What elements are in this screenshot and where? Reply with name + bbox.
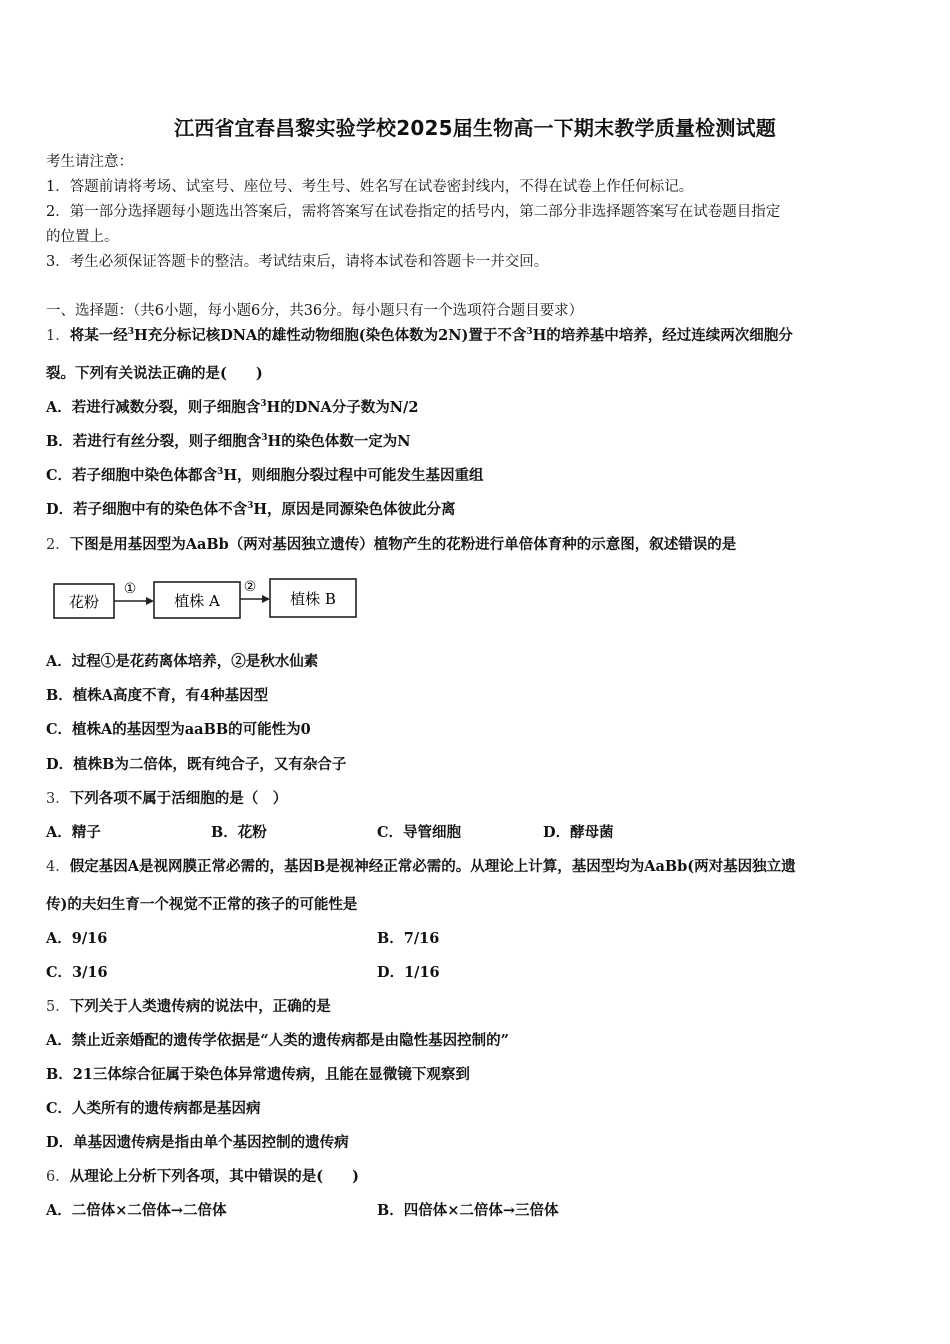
section-heading: 一、选择题：（共6小题，每小题6分，共36分。每小题只有一个选项符合题目要求） [46, 303, 584, 319]
q6-stem: 6．从理论上分析下列各项，其中错误的是( ) [46, 1168, 359, 1185]
q1-option-a: A．若进行减数分裂，则子细胞含$^3$H的DNA分子数为N/2 [46, 399, 419, 416]
step-2-label: ② [243, 579, 257, 595]
notice-item-2: 2．第一部分选择题每小题选出答案后，需将答案写在试卷指定的括号内，第二部分非选择题答案写在试卷题目指定 [46, 204, 781, 220]
q2-option-c: C．植株A的基因型为aaBB的可能性为0 [46, 721, 311, 738]
q1-number: 1． [46, 328, 70, 344]
q3-option-a: A．精子 [46, 824, 101, 841]
arrow-1-head [146, 597, 154, 605]
q4-stem-line2: 传)的夫妇生育一个视觉不正常的孩子的可能性是 [46, 896, 358, 913]
q1-stem-line1: 1．将某一经$^3$H充分标记核DNA的雄性动物细胞(染色体数为2N)置于不含$^3$H的培养基中培养，经过连续两次细胞分 [46, 327, 793, 344]
box-pollen-label: 花粉 [68, 593, 100, 611]
q4-stem-line1: 4．假定基因A是视网膜正常必需的，基因B是视神经正常必需的。从理论上计算，基因型均为AaBb(两对基因独立遗 [46, 858, 796, 875]
q1-option-c: C．若子细胞中染色体都含$^3$H，则细胞分裂过程中可能发生基因重组 [46, 467, 484, 484]
q2-option-b: B．植株A高度不育，有4种基因型 [46, 687, 269, 704]
q5-option-b: B．21三体综合征属于染色体异常遗传病，且能在显微镜下观察到 [46, 1066, 470, 1083]
box-plant-a-label: 植株 A [174, 592, 220, 610]
q1-option-d: D．若子细胞中有的染色体不含$^3$H，原因是同源染色体彼此分离 [46, 501, 456, 518]
notice-item-1: 1．答题前请将考场、试室号、座位号、考生号、姓名写在试卷密封线内，不得在试卷上作任何标记。 [46, 179, 694, 195]
q6-option-b: B．四倍体×二倍体→三倍体 [377, 1202, 559, 1219]
q5-option-d: D．单基因遗传病是指由单个基因控制的遗传病 [46, 1134, 349, 1151]
q5-option-a: A．禁止近亲婚配的遗传学依据是“人类的遗传病都是由隐性基因控制的” [46, 1032, 509, 1049]
q4-option-d: D．1/16 [377, 964, 440, 981]
q4-option-b: B．7/16 [377, 930, 440, 947]
q3-option-b: B．花粉 [211, 824, 267, 841]
q4-option-a: A．9/16 [46, 930, 108, 947]
q3-option-d: D．酵母菌 [543, 824, 614, 841]
q2-option-a: A．过程①是花药离体培养，②是秋水仙素 [46, 653, 319, 670]
arrow-2-head [262, 595, 270, 603]
step-1-label: ① [123, 581, 137, 597]
q1-stem-line2: 裂。下列有关说法正确的是( ) [46, 365, 263, 382]
notice-item-3: 3．考生必须保证答题卡的整洁。考试结束后，请将本试卷和答题卡一并交回。 [46, 254, 549, 270]
q2-option-d: D．植株B为二倍体，既有纯合子，又有杂合子 [46, 756, 347, 773]
q2-stem: 2．下图是用基因型为AaBb（两对基因独立遗传）植物产生的花粉进行单倍体育种的示意图，叙述错误的是 [46, 536, 737, 553]
q6-option-a: A．二倍体×二倍体→二倍体 [46, 1202, 227, 1219]
q5-stem: 5．下列关于人类遗传病的说法中，正确的是 [46, 998, 331, 1015]
q3-stem: 3．下列各项不属于活细胞的是（ ） [46, 790, 288, 807]
notice-heading: 考生请注意： [46, 154, 133, 170]
notice-item-2-cont: 的位置上。 [46, 229, 119, 245]
q5-option-c: C．人类所有的遗传病都是基因病 [46, 1100, 261, 1117]
box-plant-b-label: 植株 B [290, 590, 336, 608]
q4-option-c: C．3/16 [46, 964, 108, 981]
document-title: 江西省宜春昌黎实验学校2025届生物高一下期末教学质量检测试题 [174, 116, 776, 140]
breeding-flow-diagram [50, 575, 370, 627]
q3-option-c: C．导管细胞 [377, 824, 462, 841]
q1-option-b: B．若进行有丝分裂，则子细胞含$^3$H的染色体数一定为N [46, 433, 411, 450]
